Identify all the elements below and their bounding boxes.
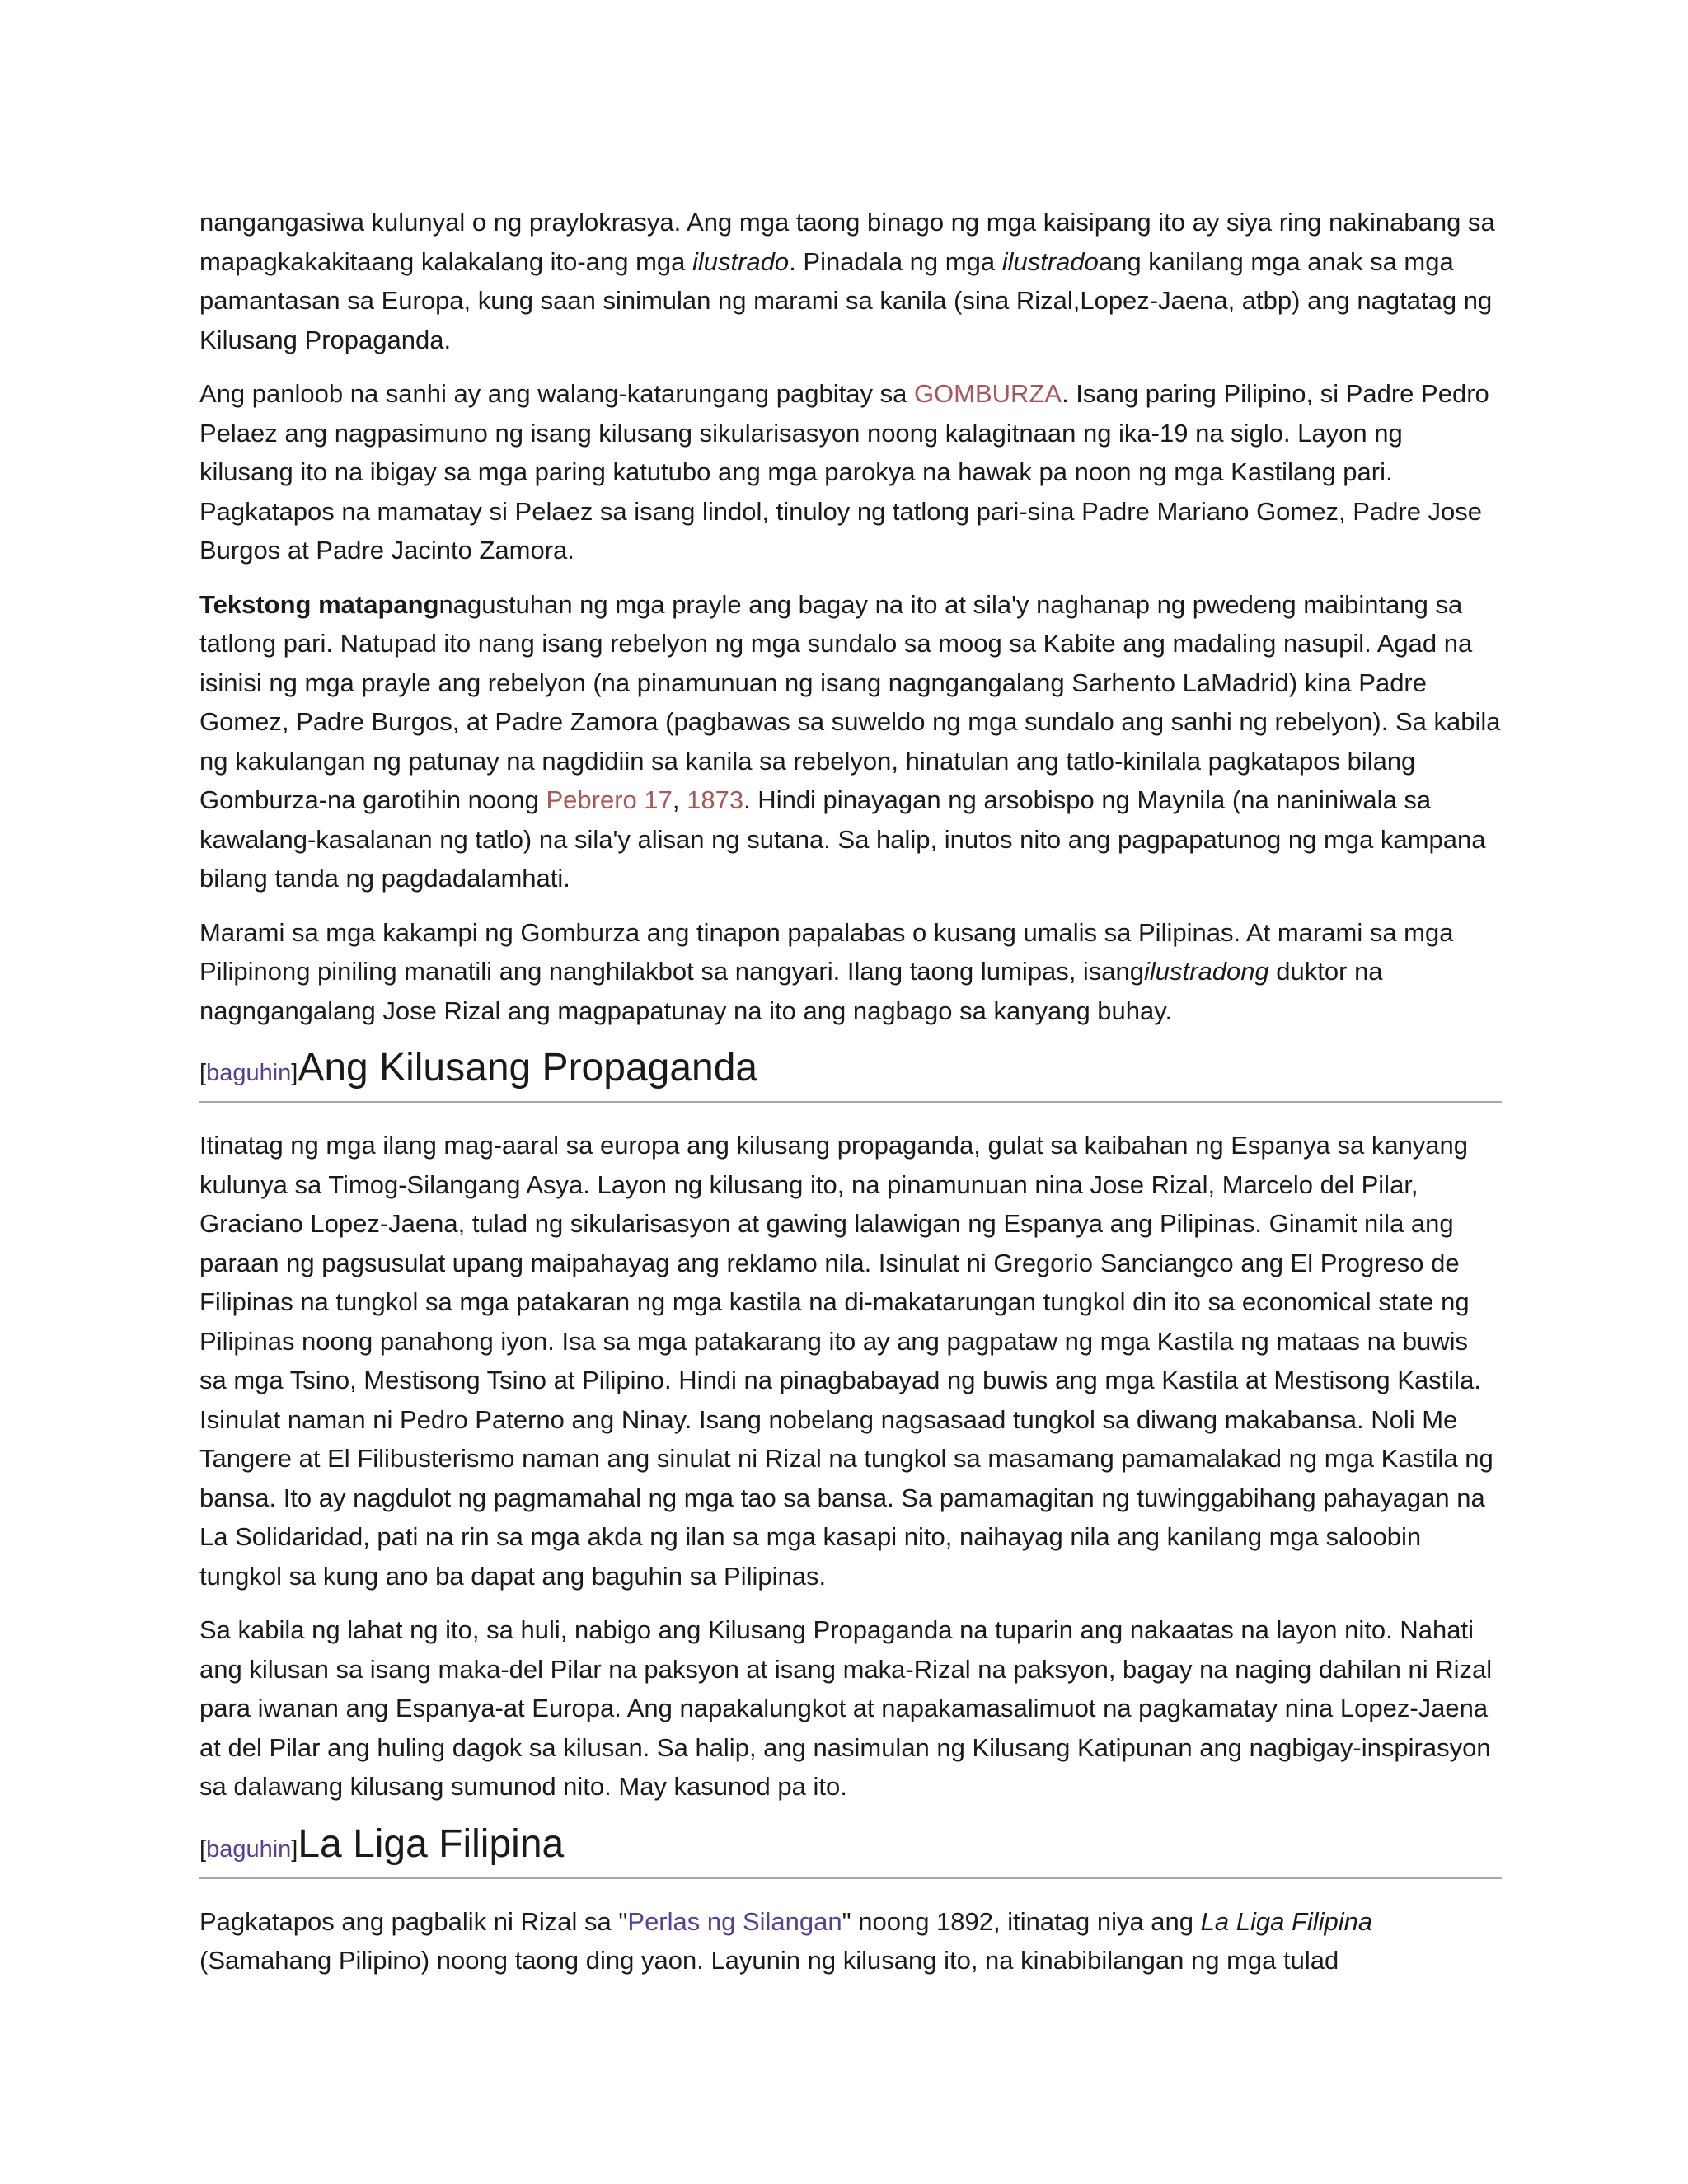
paragraph-text: Ang panloob na sanhi ay ang walang-katarungang pagbitay sa — [199, 379, 914, 408]
italic-term: ilustradong — [1144, 957, 1269, 986]
paragraph-text: (Samahang Pilipino) noong taong ding yaon. Layunin ng kilusang ito, na kinabibilangan ng mga tulad — [199, 1946, 1339, 1975]
paragraph-text: Pagkatapos ang pagbalik ni Rizal sa " — [199, 1906, 628, 1936]
paragraph-text: . Hindi pinayagan ng arsobispo ng Maynila (na naniniwala sa kawalang-kasalanan ng tatlo) na sila'y alisan ng sutana. Sa halip, inutos nito ang pagpapatunog ng mga kampana bilang tanda ng pagdadalamhati. — [199, 785, 1486, 893]
paragraph-2 — [199, 374, 1502, 570]
paragraph-text: " noong 1892, itinatag niya ang — [842, 1906, 1201, 1936]
section-title: Ang Kilusang Propaganda — [298, 1046, 758, 1090]
bold-text: Tekstong matapang — [199, 589, 439, 619]
paragraph-text: . Pinadala ng mga — [789, 246, 1002, 276]
paragraph-text: nangangasiwa kulunyal o ng praylokrasya. Ang mga taong binago ng mga kaisipang ito ay siya ring nakinabang sa mapagkakakitaang kalakalang ito-ang mga — [199, 208, 1495, 276]
section-title: La Liga Filipina — [298, 1821, 565, 1866]
section-heading-la-liga — [199, 1821, 1502, 1879]
paragraph-text: duktor na nagngangalang Jose Rizal ang magpapatunay na ito ang nagbago sa kanyang buhay. — [199, 957, 1383, 1025]
italic-term: ilustrado — [1001, 246, 1099, 276]
paragraph-7 — [199, 1902, 1502, 1980]
section-heading-propaganda — [199, 1045, 1502, 1103]
link-1873[interactable]: 1873 — [687, 785, 744, 814]
paragraph-1 — [199, 203, 1502, 359]
italic-term: ilustrado — [692, 246, 790, 276]
paragraph-3 — [199, 585, 1502, 898]
link-perlas-ng-silangan[interactable]: Perlas ng Silangan — [627, 1906, 842, 1936]
edit-section-link[interactable]: baguhin — [206, 1060, 292, 1086]
paragraph-5: Itinatag ng mga ilang mag-aaral sa europa ang kilusang propaganda, gulat sa kaibahan ng Espanya sa kanyang kulunya sa Timog-Silangang Asya. Layon ng kilusang ito, na pinamunuan nina Jose Rizal, Marcelo del Pilar, Graciano Lopez-Jaena, tulad ng sikularisasyon at gawing lalawigan ng Espanya ang Pilipinas. Ginamit nila ang paraan ng pagsusulat upang maipahayag ang reklamo nila. Isinulat ni Gregorio Sanciangco ang El Progreso de Filipinas na tungkol sa mga patakaran ng mga kastila na di-makatarungan tungkol din ito sa economical state ng Pilipinas noong panahong iyon. Isa sa mga patakarang ito ay ang pagpataw ng mga Kastila ng mataas na buwis sa mga Tsino, Mestisong Tsino at Pilipino. Hindi na pinagbabayad ng buwis ang mga Kastila at Mestisong Kastila. Isinulat naman ni Pedro Paterno ang Ninay. Isang nobelang nagsasaad tungkol sa diwang makabansa. Noli Me Tangere at El Filibusterismo naman ang sinulat ni Rizal na tungkol sa masamang pamamalakad ng mga Kastila ng bansa. Ito ay nagdulot ng pagmamahal ng mga tao sa bansa. Sa pamamagitan ng tuwinggabihang pahayagan na La Solidaridad, pati na rin sa mga akda ng ilan sa mga kasapi nito, naihayag nila ang kanilang mga saloobin tungkol sa kung ano ba dapat ang baguhin sa Pilipinas. — [199, 1131, 1493, 1591]
article-body — [199, 203, 1502, 1995]
paragraph-text: ang kanilang mga anak sa mga pamantasan sa Europa, kung saan sinimulan ng marami sa kanila (sina Rizal,Lopez-Jaena, atbp) ang nagtatag ng Kilusang Propaganda. — [199, 246, 1493, 354]
edit-section-bracket: [baguhin] — [199, 1060, 298, 1086]
paragraph-text: Marami sa mga kakampi ng Gomburza ang tinapon papalabas o kusang umalis sa Pilipinas. At marami sa mga Pilipinong piniling manatili ang nanghilakbot sa nangyari. Ilang taong lumipas, isang — [199, 917, 1454, 986]
paragraph-text: . Isang paring Pilipino, si Padre Pedro Pelaez ang nagpasimuno ng isang kilusang sikularisasyon noong kalagitnaan ng ika-19 na siglo. Layon ng kilusang ito na ibigay sa mga paring katutubo ang mga parokya na hawak pa noon ng mga Kastilang pari. Pagkatapos na mamatay si Pelaez sa isang lindol, tinuloy ng tatlong pari-sina Padre Mariano Gomez, Padre Jose Burgos at Padre Jacinto Zamora. — [199, 379, 1489, 565]
link-pebrero-17[interactable]: Pebrero 17 — [546, 785, 673, 814]
italic-term: La Liga Filipina — [1200, 1906, 1373, 1936]
edit-section-link[interactable]: baguhin — [206, 1835, 292, 1863]
link-gomburza[interactable]: GOMBURZA — [913, 379, 1062, 408]
separator-text: , — [672, 785, 687, 814]
paragraph-6: Sa kabila ng lahat ng ito, sa huli, nabigo ang Kilusang Propaganda na tuparin ang nakaatas na layon nito. Nahati ang kilusan sa isang maka-del Pilar na paksyon at isang maka-Rizal na paksyon, bagay na naging dahilan ni Rizal para iwanan ang Espanya-at Europa. Ang napakalungkot at napakamasalimuot na pagkamatay nina Lopez-Jaena at del Pilar ang huling dagok sa kilusan. Sa halip, ang nasimulan ng Kilusang Katipunan ang nagbigay-inspirasyon sa dalawang kilusang sumunod nito. May kasunod pa ito. — [199, 1615, 1493, 1801]
paragraph-4 — [199, 913, 1502, 1031]
edit-section-bracket: [baguhin] — [199, 1835, 298, 1863]
paragraph-text: nagustuhan ng mga prayle ang bagay na ito at sila'y naghanap ng pwedeng maibintang sa tatlong pari. Natupad ito nang isang rebelyon ng mga sundalo sa moog sa Kabite ang madaling nasupil. Agad na isinisi ng mga prayle ang rebelyon (na pinamunuan ng isang nagngangalang Sarhento LaMadrid) kina Padre Gomez, Padre Burgos, at Padre Zamora (pagbawas sa suweldo ng mga sundalo ang sanhi ng rebelyon). Sa kabila ng kakulangan ng patunay na nagdidiin sa kanila sa rebelyon, hinatulan ang tatlo-kinilala pagkatapos bilang Gomburza-na garotihin noong — [199, 589, 1501, 814]
